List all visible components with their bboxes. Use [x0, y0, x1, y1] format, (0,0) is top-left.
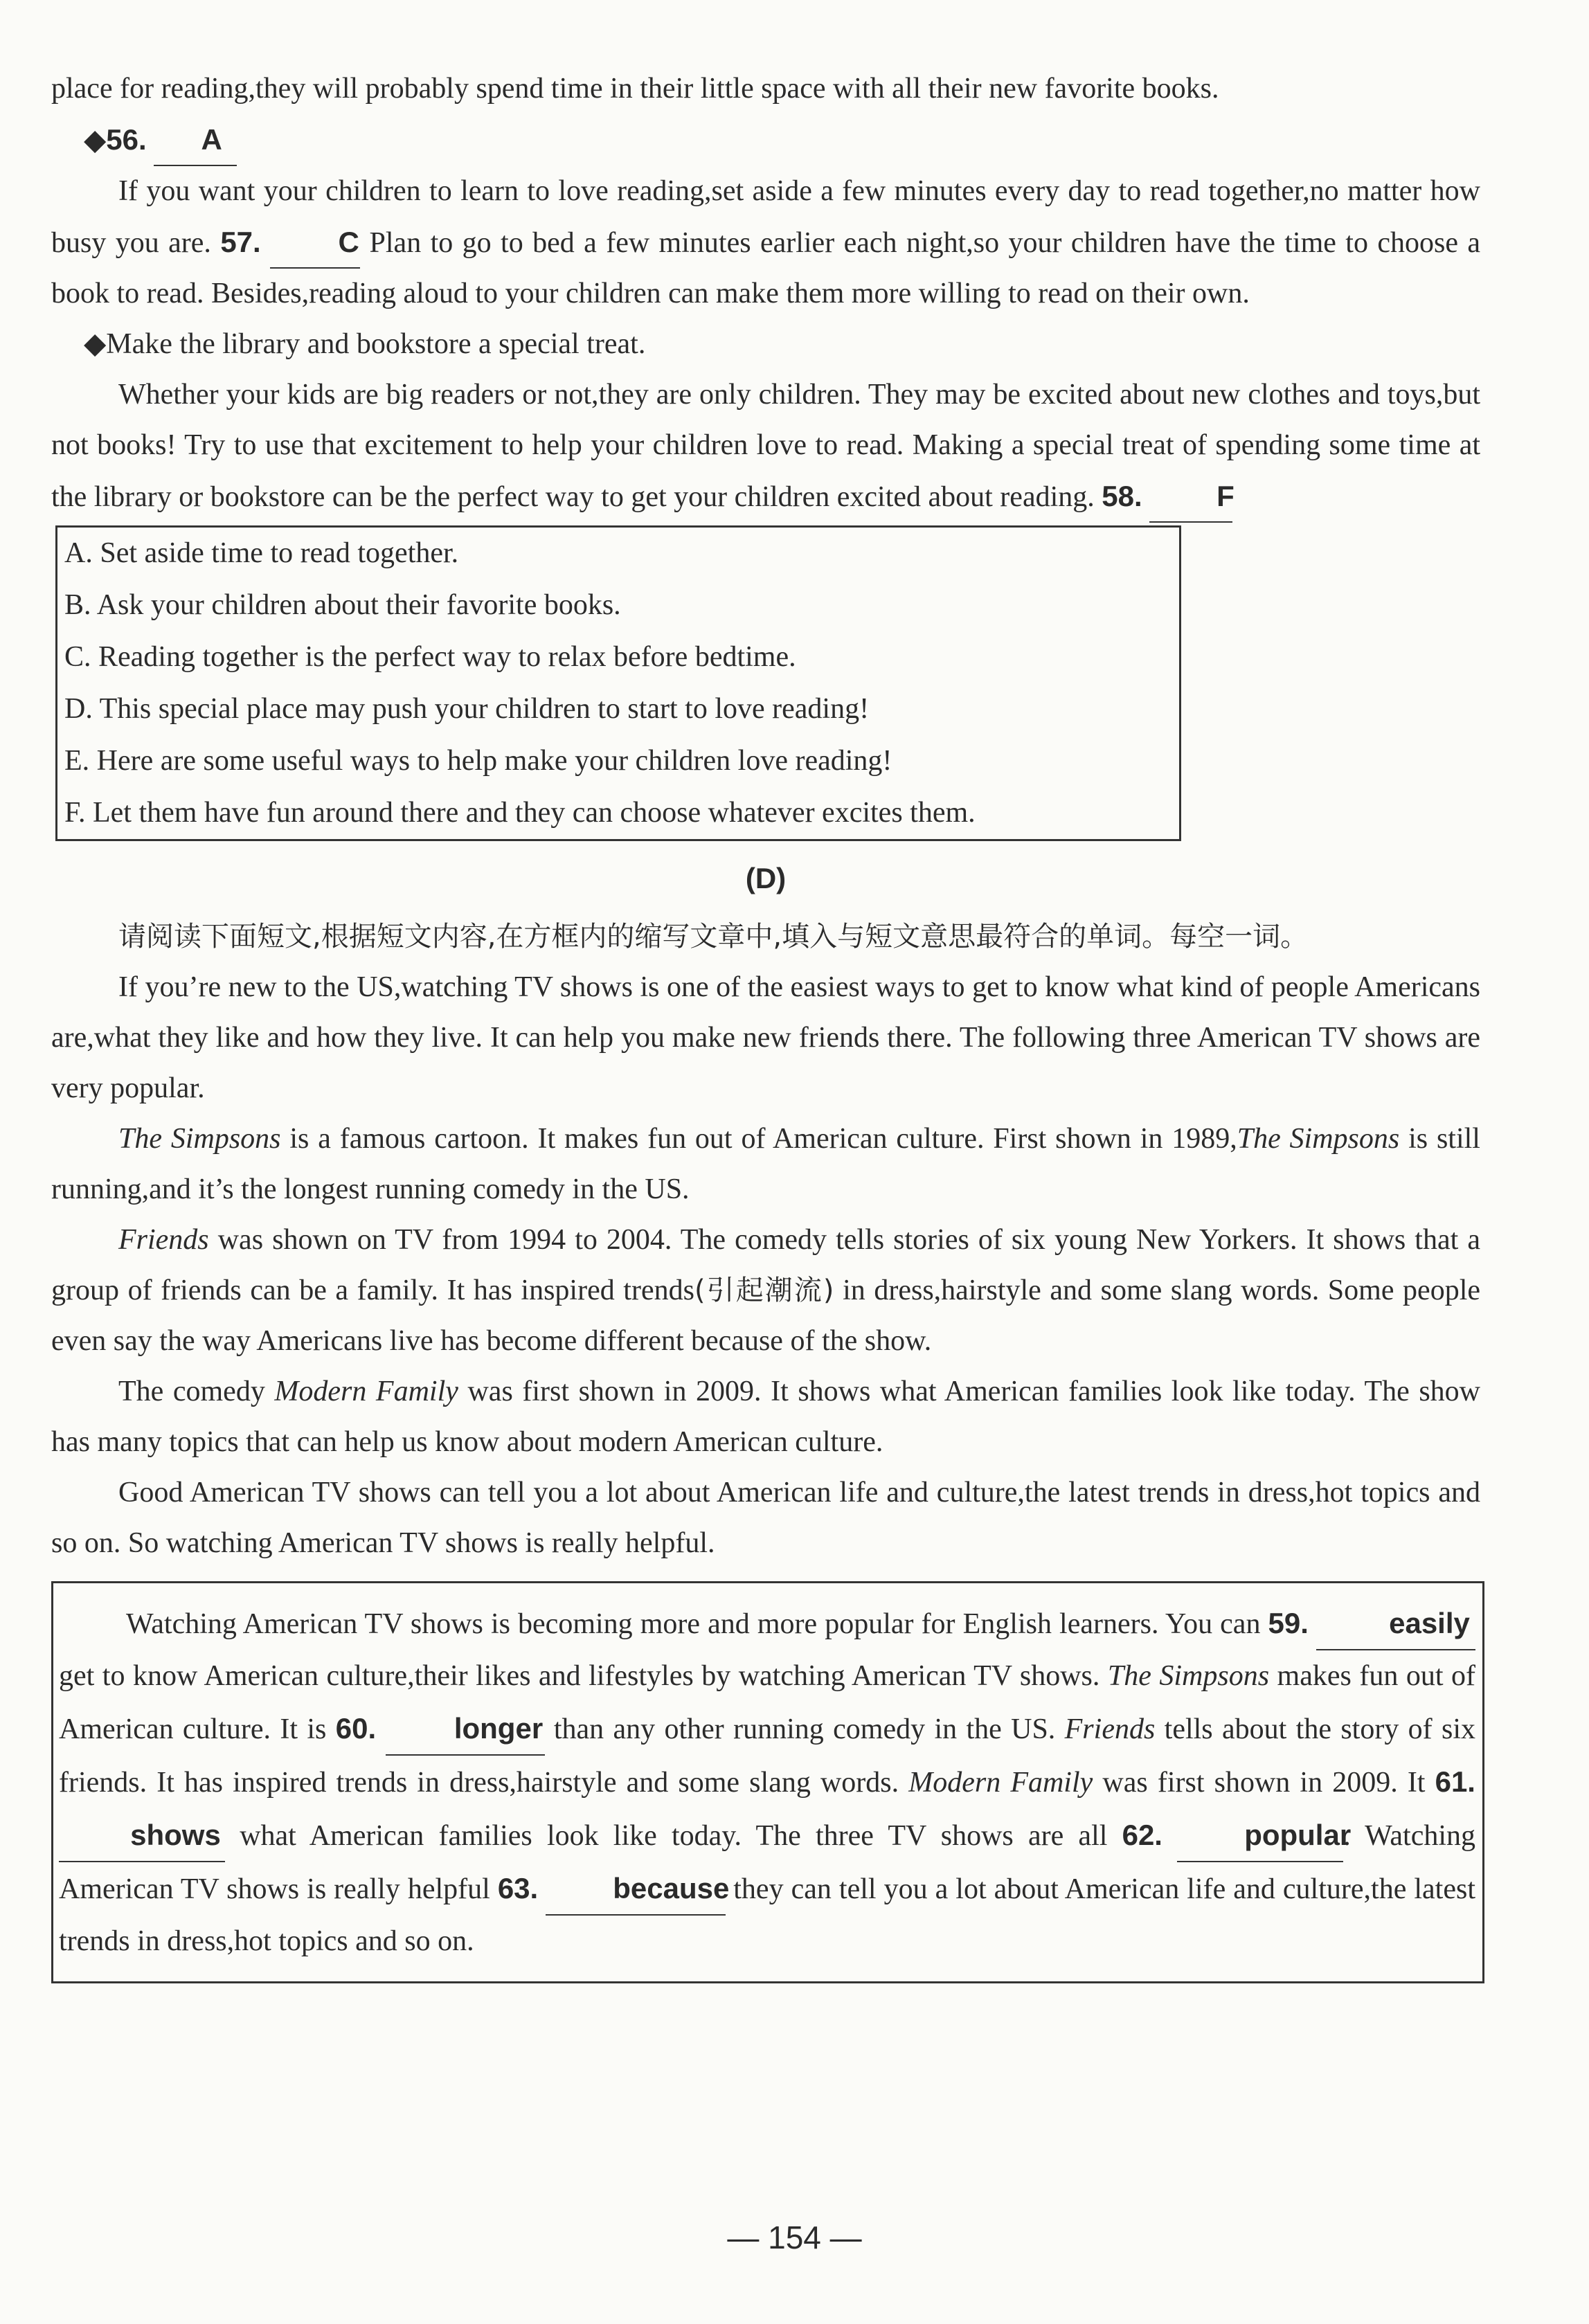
paragraph: [51, 1114, 1480, 1215]
question-number: 60.: [335, 1712, 377, 1745]
question-number: 63.: [497, 1872, 539, 1904]
question-number: 61.: [1435, 1765, 1475, 1798]
answer-63: because: [546, 1862, 726, 1916]
text-span: is still running,and it’s the longest running comedy in the US.: [51, 1123, 1480, 1205]
question-number: ◆56.: [84, 123, 147, 156]
page-content: [51, 64, 1480, 1983]
text-span: . Watching American TV shows is really helpful: [59, 1820, 1476, 1905]
text-span: than any other running comedy in the US.: [544, 1713, 1065, 1745]
answer-61: shows: [59, 1809, 225, 1862]
text-span: If you want your children to learn to love reading,set aside a few minutes every day to read together,no matter how busy you are.: [51, 175, 1480, 259]
text-span: Plan to go to bed a few minutes earlier each night,so your children have the time to choose a book to read. Besides,reading aloud to your children can make them more willing to read on their own.: [51, 227, 1481, 309]
paragraph: [51, 166, 1480, 319]
text-span: they can tell you a lot about American life and culture,the latest trends in dress,hot topics and so on.: [59, 1873, 1475, 1957]
question-number: 62.: [1122, 1819, 1162, 1851]
text-span: makes fun out of American culture. It is: [59, 1660, 1475, 1745]
option-d: D. This special place may push your children to start to love reading!: [64, 693, 870, 725]
text-span: Watching American TV shows is becoming more and more popular for English learners. You can: [126, 1608, 1261, 1640]
show-title: The Simpsons: [118, 1123, 281, 1155]
show-title: Modern Family: [908, 1767, 1093, 1799]
summary-text: [59, 1597, 1475, 1967]
show-title: The Simpsons: [1237, 1123, 1400, 1155]
paragraph: Good American TV shows can tell you a lot about American life and culture,the latest trends in dress,hot topics and so on. So watching American TV shows is really helpful.: [51, 1477, 1480, 1559]
text-span: what American families look like today. The three TV shows are all: [225, 1820, 1122, 1852]
summary-box: [51, 1581, 1484, 1983]
instruction: 请阅读下面短文,根据短文内容,在方框内的缩写文章中,填入与短文意思最符合的单词。每空一词。: [118, 921, 1309, 953]
text-span: was first shown in 2009. It shows what American families look like today. The show has many topics that can help us know about modern American culture.: [51, 1376, 1481, 1458]
paragraph: [51, 370, 1480, 523]
text-line: place for reading,they will probably spend time in their little space with all their new favorite books.: [51, 73, 1219, 105]
text-span: in dress,hairstyle and some slang words. Some people even say the way Americans live has become different because of the show.: [51, 1274, 1481, 1357]
text-span: is a famous cartoon. It makes fun out of American culture. First shown in 1989,: [280, 1123, 1237, 1155]
text-span: get to know American culture,their likes and lifestyles by watching American TV shows.: [59, 1660, 1108, 1692]
text-span: The comedy: [118, 1376, 275, 1407]
question-56: [51, 114, 1480, 166]
show-title: Modern Family: [274, 1376, 458, 1407]
show-title: Friends: [118, 1224, 209, 1256]
answer-57: C: [270, 217, 360, 269]
text-span: was shown on TV from 1994 to 2004. The comedy tells stories of six young New Yorkers. It shows that a group of friends can be a family. It has inspired trends: [51, 1224, 1480, 1306]
question-number: 58.: [1102, 480, 1142, 512]
answer-60: longer: [386, 1702, 545, 1756]
section-title: (D): [745, 862, 787, 894]
page-number: — 154 —: [727, 2219, 862, 2255]
option-b: B. Ask your children about their favorite books.: [64, 589, 621, 621]
options-box: [55, 525, 1181, 841]
paragraph: If you’re new to the US,watching TV shows is one of the easiest ways to get to know what kind of people Americans are,what they like and how they live. It can help you make new friends there. The following three American TV shows are very popular.: [51, 971, 1480, 1104]
option-a: A. Set aside time to read together.: [64, 537, 459, 569]
option-e: E. Here are some useful ways to help make your children love reading!: [64, 745, 892, 777]
paragraph: [51, 1367, 1480, 1468]
option-c: C. Reading together is the perfect way to relax before bedtime.: [64, 641, 796, 673]
text-span: was first shown in 2009. It: [1093, 1767, 1435, 1799]
paragraph: [51, 1215, 1480, 1367]
show-title: Friends: [1064, 1713, 1156, 1745]
question-number: 59.: [1268, 1607, 1309, 1639]
answer-56: A: [154, 114, 237, 166]
text-span: tells about the story of six friends. It has inspired trends in dress,hairstyle and some slang words.: [59, 1713, 1476, 1799]
chinese-gloss: (引起潮流): [694, 1274, 834, 1306]
answer-58: F: [1149, 471, 1232, 523]
bullet-heading: ◆Make the library and bookstore a special treat.: [84, 328, 646, 360]
question-number: 57.: [220, 226, 261, 258]
answer-59: easily: [1316, 1597, 1475, 1650]
show-title: The Simpsons: [1107, 1660, 1270, 1692]
option-f: F. Let them have fun around there and they can choose whatever excites them.: [64, 797, 976, 829]
text-span: Whether your kids are big readers or not,they are only children. They may be excited about new clothes and toys,but not books! Try to use that excitement to help your children love to read. Making a special treat of spending some time at the library or bookstore can be the perfect way to get your children excited about reading.: [51, 379, 1480, 513]
answer-62: popular: [1177, 1809, 1343, 1862]
